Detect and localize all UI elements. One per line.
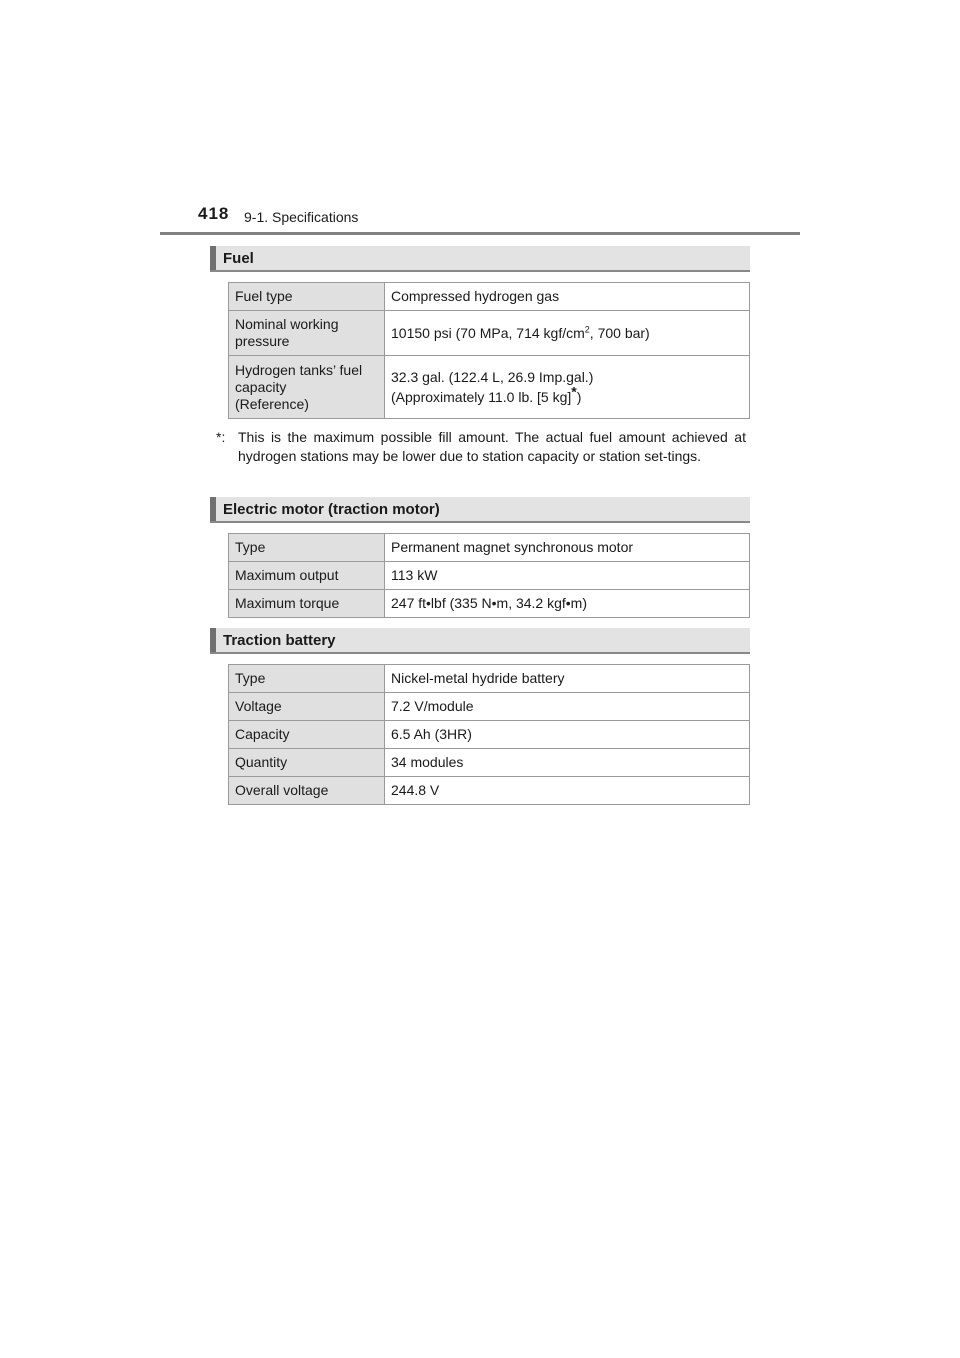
value-text: 10150 psi (70 MPa, 714 kgf/cm	[391, 324, 585, 341]
row-label: Maximum output	[229, 562, 385, 590]
table-row	[229, 534, 750, 562]
page-number: 418	[198, 204, 230, 223]
row-value: 247 ft•lbf (335 N•m, 34.2 kgf•m)	[385, 590, 750, 618]
row-label: Maximum torque	[229, 590, 385, 618]
table-row	[229, 356, 750, 419]
asterisk-mark: *	[571, 382, 577, 399]
header-rule	[160, 232, 800, 235]
row-value: Nickel-metal hydride battery	[385, 665, 750, 693]
footnote	[216, 428, 746, 466]
table-row	[229, 590, 750, 618]
row-label: Nominal working pressure	[229, 311, 385, 356]
row-value: 244.8 V	[385, 777, 750, 805]
row-value: Permanent magnet synchronous motor	[385, 534, 750, 562]
row-label: Overall voltage	[229, 777, 385, 805]
superscript: 2	[584, 323, 590, 334]
row-label: Type	[229, 665, 385, 693]
heading-fuel	[210, 246, 750, 272]
heading-battery	[210, 628, 750, 654]
table-row	[229, 777, 750, 805]
table-row	[229, 562, 750, 590]
value-text: )	[576, 388, 582, 405]
table-row	[229, 311, 750, 356]
heading-motor-label: Electric motor (traction motor)	[223, 501, 440, 518]
footnote-mark: *:	[216, 429, 226, 445]
row-label: Quantity	[229, 749, 385, 777]
row-label: Fuel type	[229, 283, 385, 311]
row-value: 34 modules	[385, 749, 750, 777]
table-row	[229, 749, 750, 777]
section-path: 9-1. Specifications	[244, 209, 359, 225]
row-label: Type	[229, 534, 385, 562]
table-row	[229, 721, 750, 749]
row-value	[385, 356, 750, 419]
heading-battery-label: Traction battery	[223, 632, 336, 649]
value-text: , 700 bar)	[589, 324, 650, 341]
label-line: (Reference)	[235, 395, 309, 412]
table-fuel	[228, 282, 750, 419]
footnote-text: This is the maximum possible fill amount. The actual fuel amount achieved at hydrogen stations may be lower due to station capacity or station set-tings.	[238, 429, 746, 464]
heading-motor	[210, 497, 750, 523]
table-motor	[228, 533, 750, 618]
row-label	[229, 356, 385, 419]
table-battery	[228, 664, 750, 805]
row-value: 113 kW	[385, 562, 750, 590]
value-text: (Approximately 11.0 lb. [5 kg]	[391, 388, 572, 405]
row-value	[385, 311, 750, 356]
row-label: Capacity	[229, 721, 385, 749]
row-value: Compressed hydrogen gas	[385, 283, 750, 311]
value-line	[391, 382, 743, 406]
value-line: 32.3 gal. (122.4 L, 26.9 Imp.gal.)	[391, 368, 594, 385]
table-row	[229, 693, 750, 721]
table-row	[229, 283, 750, 311]
table-row	[229, 665, 750, 693]
label-line: capacity	[235, 378, 287, 395]
label-line: Hydrogen tanks’ fuel	[235, 361, 363, 378]
heading-fuel-label: Fuel	[223, 250, 254, 267]
row-value: 7.2 V/module	[385, 693, 750, 721]
row-value: 6.5 Ah (3HR)	[385, 721, 750, 749]
row-label: Voltage	[229, 693, 385, 721]
